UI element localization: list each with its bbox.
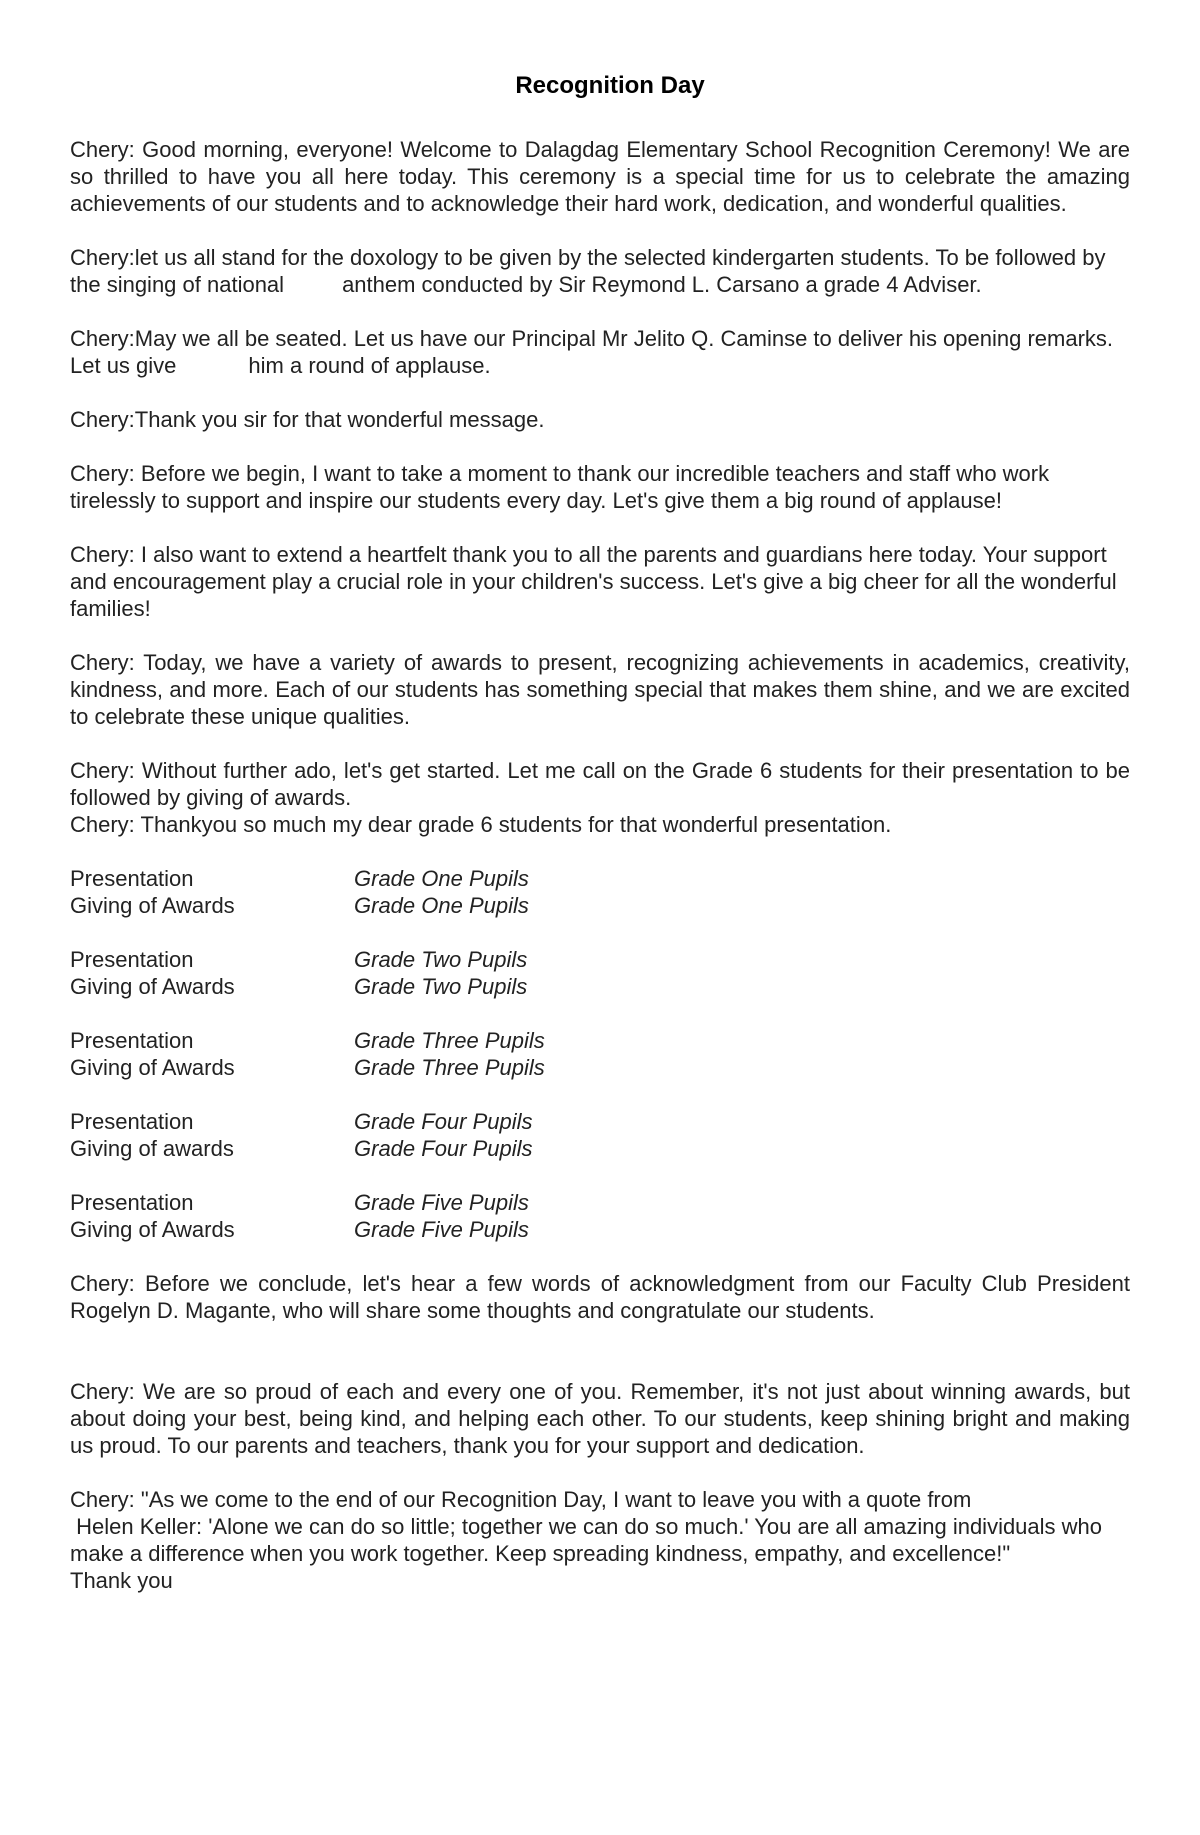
awards-intro-paragraph: Chery: Today, we have a variety of awards to present, recognizing achievements in academics, creativity, kindness, and more. Each of our students has something special that makes them shine, and we are excited to celebrate these unique qualities.	[70, 650, 1130, 729]
program-grade: Grade Four Pupils	[354, 1109, 533, 1134]
program-grade: Grade Four Pupils	[354, 1136, 533, 1161]
thank-teachers-paragraph: Chery: Before we begin, I want to take a moment to thank our incredible teachers and staff who work tirelessly to support and inspire our students every day. Let's give them a big round of applause!	[70, 461, 1050, 513]
program-list	[70, 865, 1130, 1243]
program-grade: Grade Five Pupils	[354, 1190, 529, 1215]
closing-proud-paragraph: Chery: We are so proud of each and every one of you. Remember, it's not just about winning awards, but about doing your best, being kind, and helping each other. To our students, keep shining bright and making us proud. To our parents and teachers, thank you for your support and dedication.	[70, 1379, 1130, 1458]
program-grade: Grade Two Pupils	[354, 974, 528, 999]
program-row	[70, 1135, 1130, 1162]
welcome-paragraph: Chery: Good morning, everyone! Welcome to Dalagdag Elementary School Recognition Ceremony! We are so thrilled to have you all here today. This ceremony is a special time for us to celebrate the amazing achievements of our students and to acknowledge their hard work, dedication, and wonderful qualities.	[70, 137, 1130, 216]
principal-text-start: Chery:May we all be seated. Let us have our Principal Mr Jelito Q. Caminse to deliver his opening remarks. Let us give	[70, 326, 1114, 378]
doxology-text-start: Chery:let us all stand for the doxology to be given by the selected kindergarten students. To be followed by the singing of national	[70, 245, 1106, 297]
program-label: Giving of Awards	[70, 1055, 235, 1080]
grade6-call-paragraph: Chery: Without further ado, let's get started. Let me call on the Grade 6 students for their presentation to be followed by giving of awards.	[70, 758, 1130, 810]
doxology-text-end: anthem conducted by Sir Reymond L. Carsano a grade 4 Adviser.	[342, 272, 982, 297]
document-page	[70, 72, 1130, 1621]
program-row	[70, 1189, 1130, 1216]
closing-quote-paragraph	[70, 1486, 1130, 1594]
program-label: Presentation	[70, 1028, 194, 1053]
program-grade: Grade Two Pupils	[354, 947, 528, 972]
grade6-thanks-paragraph: Chery: Thankyou so much my dear grade 6 students for that wonderful presentation.	[70, 812, 892, 837]
program-group-grade-five	[70, 1189, 1130, 1243]
closing-quote-body: Helen Keller: 'Alone we can do so little; together we can do so much.' You are all amazing individuals who make a difference when you work together. Keep spreading kindness, empathy, and excellence!"	[70, 1514, 1109, 1566]
program-label: Presentation	[70, 1190, 194, 1215]
program-group-grade-two	[70, 946, 1130, 1000]
program-row	[70, 1054, 1130, 1081]
program-row	[70, 973, 1130, 1000]
program-label: Presentation	[70, 866, 194, 891]
document-title: Recognition Day	[515, 72, 705, 99]
program-row	[70, 946, 1130, 973]
program-label: Giving of awards	[70, 1136, 234, 1161]
program-group-grade-four	[70, 1108, 1130, 1162]
doxology-paragraph	[70, 244, 1130, 298]
program-grade: Grade One Pupils	[354, 866, 529, 891]
program-label: Giving of Awards	[70, 893, 235, 918]
program-row	[70, 1216, 1130, 1243]
thank-principal-paragraph: Chery:Thank you sir for that wonderful message.	[70, 407, 545, 432]
program-label: Giving of Awards	[70, 974, 235, 999]
program-row	[70, 1108, 1130, 1135]
program-grade: Grade Three Pupils	[354, 1055, 545, 1080]
program-group-grade-one	[70, 865, 1130, 919]
program-grade: Grade One Pupils	[354, 893, 529, 918]
program-grade: Grade Five Pupils	[354, 1217, 529, 1242]
program-label: Presentation	[70, 947, 194, 972]
program-grade: Grade Three Pupils	[354, 1028, 545, 1053]
program-row	[70, 865, 1130, 892]
thank-parents-paragraph: Chery: I also want to extend a heartfelt thank you to all the parents and guardians here today. Your support and encouragement play a crucial role in your children's success. Let's give a big cheer for all the wonderful families!	[70, 542, 1117, 621]
program-group-grade-three	[70, 1027, 1130, 1081]
closing-quote-first-line: Chery: "As we come to the end of our Recognition Day, I want to leave you with a quote from	[70, 1487, 972, 1512]
program-label: Giving of Awards	[70, 1217, 235, 1242]
principal-paragraph	[70, 325, 1130, 379]
principal-text-end: him a round of applause.	[248, 353, 491, 378]
program-row	[70, 1027, 1130, 1054]
closing-thank-you: Thank you	[70, 1568, 173, 1593]
program-label: Presentation	[70, 1109, 194, 1134]
faculty-club-paragraph: Chery: Before we conclude, let's hear a few words of acknowledgment from our Faculty Club President Rogelyn D. Magante, who will share some thoughts and congratulate our students.	[70, 1271, 1130, 1323]
program-row	[70, 892, 1130, 919]
